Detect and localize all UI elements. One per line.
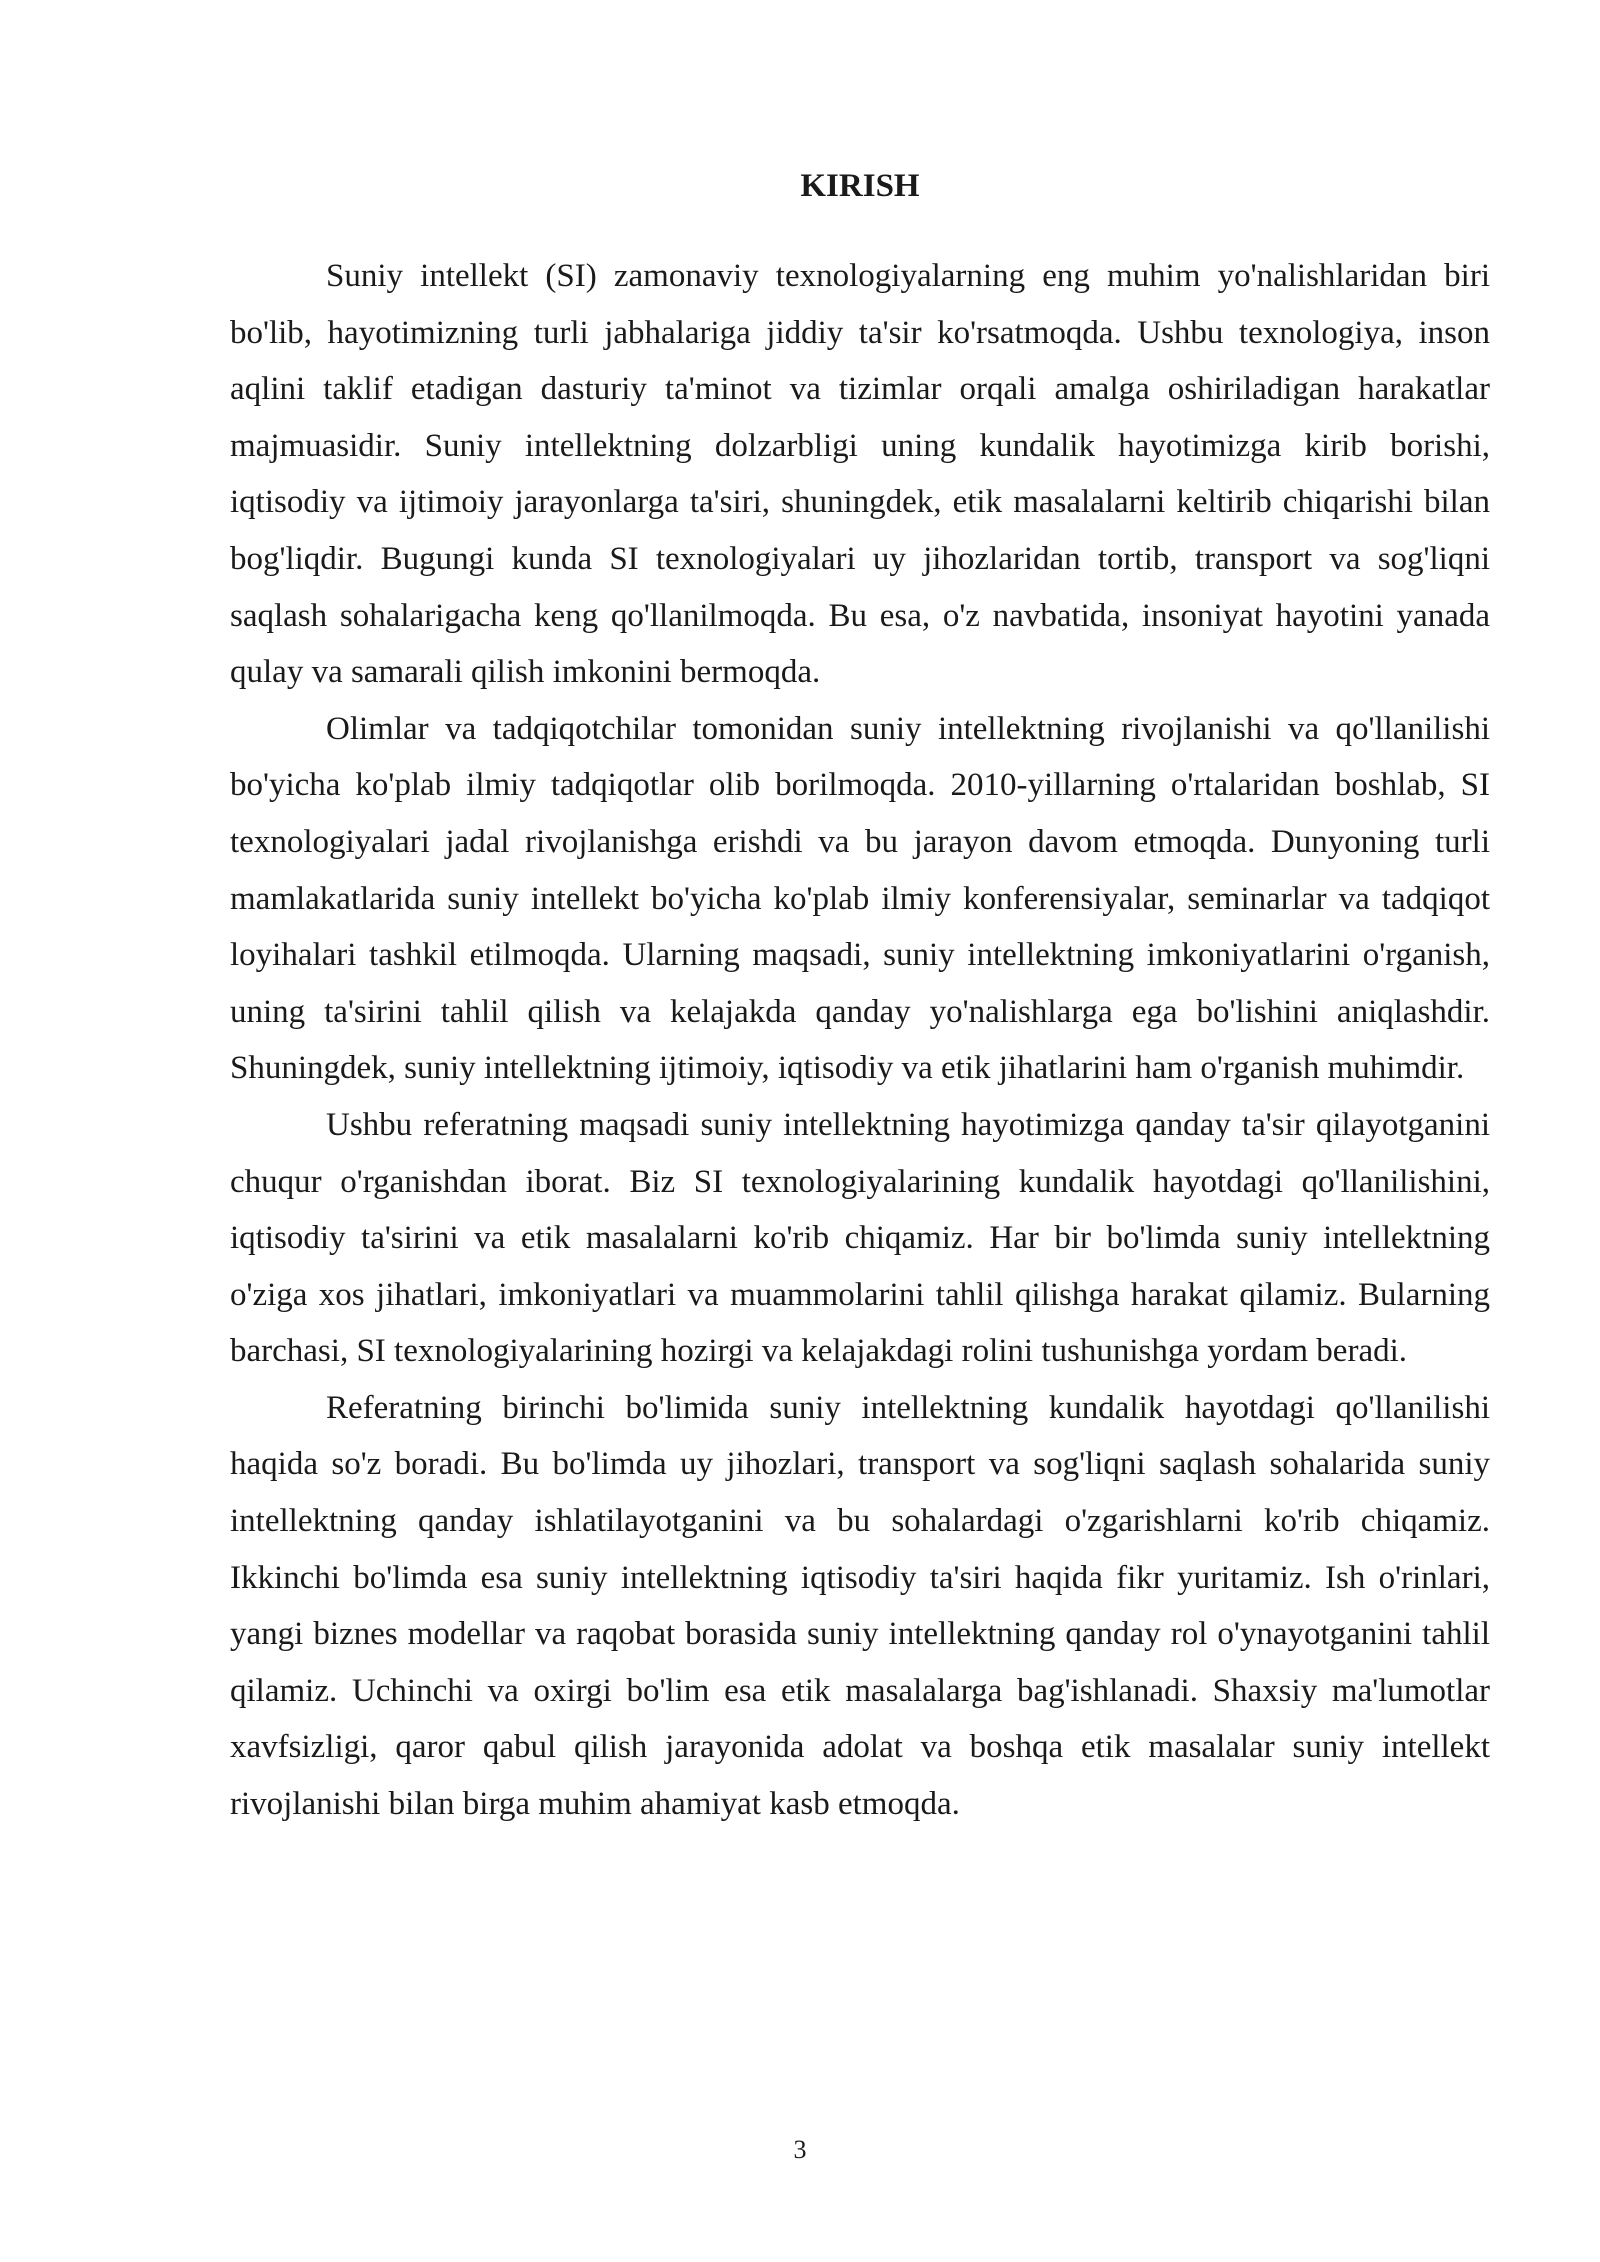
paragraph-3: Ushbu referatning maqsadi suniy intellektning hayotimizga qanday ta'sir qilayotganini chuqur o'rganishdan iborat. Biz SI texnologiyalarining kundalik hayotdagi qo'llanilishini, iqtisodiy ta'sirini va etik masalalarni ko'rib chiqamiz. Har bir bo'limda suniy intellektning o'ziga xos jihatlari, imkoniyatlari va muammolarini tahlil qilishga harakat qilamiz. Bularning barchasi, SI texnologiyalarining hozirgi va kelajakdagi rolini tushunishga yordam beradi. bbox=[230, 1106, 1490, 1370]
document-body bbox=[230, 248, 1490, 1833]
paragraph-1: Suniy intellekt (SI) zamonaviy texnologiyalarning eng muhim yo'nalishlaridan biri bo'lib, hayotimizning turli jabhalariga jiddiy ta'sir ko'rsatmoqda. Ushbu texnologiya, inson aqlini taklif etadigan dasturiy ta'minot va tizimlar orqali amalga oshiriladigan harakatlar majmuasidir. Suniy intellektning dolzarbligi uning kundalik hayotimizga kirib borishi, iqtisodiy va ijtimoiy jarayonlarga ta'siri, shuningdek, etik masalalarni keltirib chiqarishi bilan bog'liqdir. Bugungi kunda SI texnologiyalari uy jihozlaridan tortib, transport va sog'liqni saqlash sohalarigacha keng qo'llanilmoqda. Bu esa, o'z navbatida, insoniyat hayotini yanada qulay va samarali qilish imkonini bermoqda. bbox=[230, 258, 1490, 691]
page-title: KIRISH bbox=[800, 168, 920, 204]
page-number: 3 bbox=[793, 2135, 807, 2164]
paragraph-4: Referatning birinchi bo'limida suniy intellektning kundalik hayotdagi qo'llanilishi haqida so'z boradi. Bu bo'limda uy jihozlari, transport va sog'liqni saqlash sohalarida suniy intellektning qanday ishlatilayotganini va bu sohalardagi o'zgarishlarni ko'rib chiqamiz. Ikkinchi bo'limda esa suniy intellektning iqtisodiy ta'siri haqida fikr yuritamiz. Ish o'rinlari, yangi biznes modellar va raqobat borasida suniy intellektning qanday rol o'ynayotganini tahlil qilamiz. Uchinchi va oxirgi bo'lim esa etik masalalarga bag'ishlanadi. Shaxsiy ma'lumotlar xavfsizligi, qaror qabul qilish jarayonida adolat va boshqa etik masalalar suniy intellekt rivojlanishi bilan birga muhim ahamiyat kasb etmoqda. bbox=[230, 1389, 1490, 1823]
paragraph-2: Olimlar va tadqiqotchilar tomonidan suniy intellektning rivojlanishi va qo'llanilishi bo'yicha ko'plab ilmiy tadqiqotlar olib borilmoqda. 2010-yillarning o'rtalaridan boshlab, SI texnologiyalari jadal rivojlanishga erishdi va bu jarayon davom etmoqda. Dunyoning turli mamlakatlarida suniy intellekt bo'yicha ko'plab ilmiy konferensiyalar, seminarlar va tadqiqot loyihalari tashkil etilmoqda. Ularning maqsadi, suniy intellektning imkoniyatlarini o'rganish, uning ta'sirini tahlil qilish va kelajakda qanday yo'nalishlarga ega bo'lishini aniqlashdir. Shuningdek, suniy intellektning ijtimoiy, iqtisodiy va etik jihatlarini ham o'rganish muhimdir. bbox=[230, 710, 1490, 1087]
